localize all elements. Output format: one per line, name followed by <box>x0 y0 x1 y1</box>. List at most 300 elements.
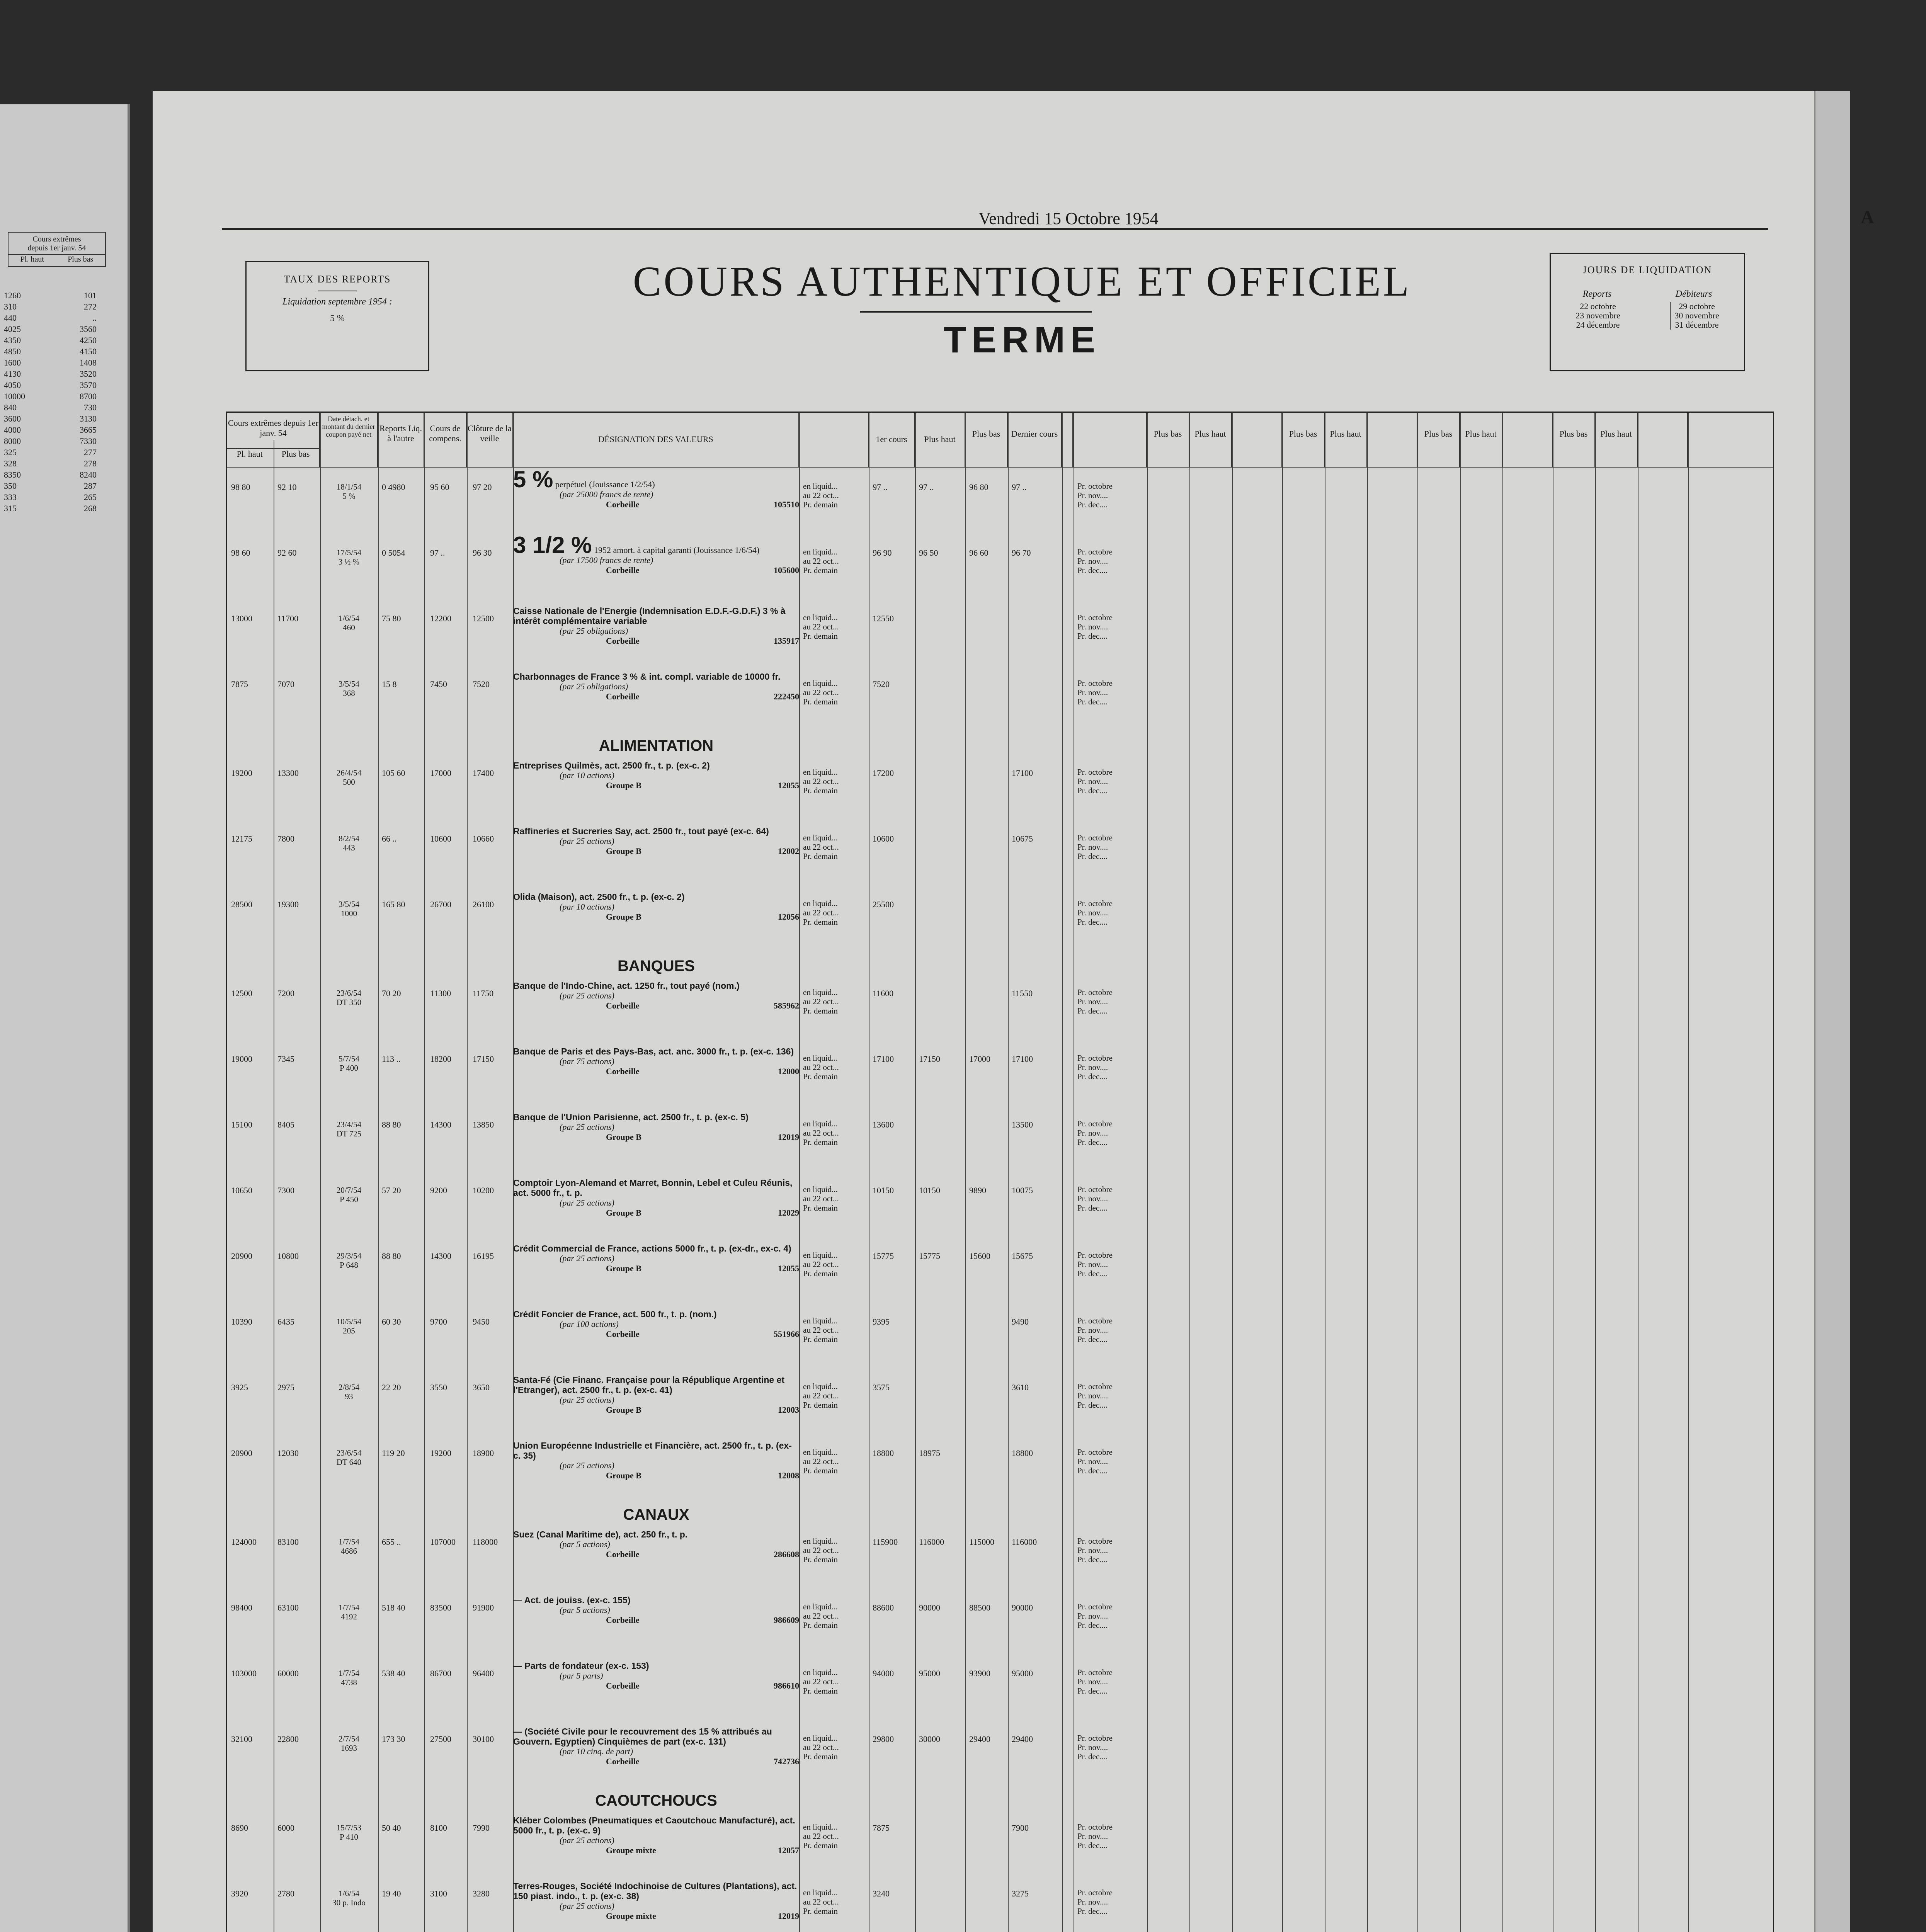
term-label: en liquid... <box>803 1536 838 1546</box>
valeur-code: 12056 <box>778 912 799 922</box>
col-low: 92 10 <box>277 482 297 492</box>
term-label: au 22 oct... <box>803 556 839 566</box>
valeur-code: 986610 <box>774 1681 799 1690</box>
col-high-day: 96 50 <box>919 548 938 558</box>
newspaper-page <box>153 91 1874 1932</box>
col-last: 17100 <box>1012 768 1033 778</box>
col-report: 88 80 <box>382 1251 401 1261</box>
col-veille: 91900 <box>473 1603 494 1612</box>
designation-text: Crédit Foncier de France, act. 500 fr., t. p. (nom.) <box>513 1309 717 1319</box>
col-high: 103000 <box>231 1668 257 1678</box>
col-veille: 97 20 <box>473 482 492 492</box>
designation <box>513 1815 799 1855</box>
term-label: Pr. dec.... <box>1077 1466 1108 1475</box>
table-row <box>227 1661 1773 1723</box>
term-labels-right <box>1077 1536 1113 1564</box>
col-compens: 3550 <box>430 1383 447 1392</box>
coupon-amount: P 410 <box>340 1832 358 1842</box>
col-coupon <box>324 1448 374 1467</box>
left-value-high: 8000 <box>4 436 21 446</box>
group-label: Groupe B <box>606 1132 641 1142</box>
col-coupon <box>324 988 374 1007</box>
designation-unit: (par 5 actions) <box>560 1605 610 1615</box>
left-value-low: 4150 <box>80 347 97 356</box>
designation <box>513 672 799 702</box>
term-labels <box>803 1250 839 1278</box>
debiteur-date: 30 novembre <box>1674 311 1719 320</box>
col-low: 7070 <box>277 679 294 689</box>
term-label: Pr. nov.... <box>1077 1260 1108 1269</box>
coupon-date: 1/7/54 <box>339 1537 359 1546</box>
left-value-low: 3665 <box>80 425 97 435</box>
page-letter: A <box>1861 207 1874 228</box>
coupon-amount: 1693 <box>341 1743 357 1753</box>
col-coupon <box>324 679 374 698</box>
valeur-code: 12055 <box>778 1264 799 1273</box>
left-page-row <box>4 435 97 447</box>
designation-text: Raffineries et Sucreries Say, act. 2500 fr., tout payé (ex-c. 64) <box>513 826 769 836</box>
designation-unit: (par 25 obligations) <box>560 626 628 636</box>
col-veille: 16195 <box>473 1251 494 1261</box>
designation-group <box>513 846 799 856</box>
term-label: en liquid... <box>803 613 838 622</box>
col-report: 518 40 <box>382 1603 405 1612</box>
coupon-date: 1/7/54 <box>339 1603 359 1612</box>
col-report: 88 80 <box>382 1120 401 1129</box>
term-label: Pr. dec.... <box>1077 1841 1108 1850</box>
col-veille: 18900 <box>473 1448 494 1458</box>
col-first: 15775 <box>873 1251 894 1261</box>
term-label: en liquid... <box>803 1250 838 1260</box>
report-date: 23 novembre <box>1576 311 1620 320</box>
col-veille: 13850 <box>473 1120 494 1129</box>
col-veille: 7520 <box>473 679 490 689</box>
term-label: Pr. nov.... <box>1077 1457 1108 1466</box>
reports-box <box>245 261 429 371</box>
term-labels <box>803 833 839 861</box>
col-coupon <box>324 1668 374 1687</box>
term-label: Pr. dec.... <box>1077 631 1108 641</box>
col-header-blank <box>1502 413 1553 467</box>
term-labels-right <box>1077 679 1113 706</box>
term-labels-right <box>1077 481 1113 509</box>
designation-unit: (par 10 cinq. de part) <box>560 1747 633 1756</box>
coupon-date: 1/6/54 <box>339 614 359 623</box>
designation-group <box>513 1681 799 1691</box>
col-first: 17200 <box>873 768 894 778</box>
col-coupon <box>324 900 374 918</box>
col-high-day: 95000 <box>919 1668 940 1678</box>
col-header-veille: Clôture de la veille <box>467 413 513 467</box>
term-label: au 22 oct... <box>803 908 839 917</box>
valeur-code: 742736 <box>774 1757 799 1766</box>
col-low: 10800 <box>277 1251 299 1261</box>
designation-group <box>513 1132 799 1142</box>
left-head-col: Plus bas <box>68 255 94 264</box>
term-label: Pr. nov.... <box>1077 1677 1108 1686</box>
term-label: au 22 oct... <box>803 1897 839 1906</box>
left-value-high: 1260 <box>4 291 21 300</box>
term-label: Pr. octobre <box>1077 1668 1113 1677</box>
left-head-col: Pl. haut <box>20 255 44 264</box>
col-low-day: 115000 <box>969 1537 995 1547</box>
term-label: Pr. demain <box>803 1466 838 1475</box>
term-label: Pr. dec.... <box>1077 566 1108 575</box>
term-labels <box>803 988 839 1015</box>
col-high: 28500 <box>231 900 252 909</box>
coupon-amount: 4192 <box>341 1612 357 1621</box>
left-page-row <box>4 480 97 492</box>
col-last: 11550 <box>1012 988 1033 998</box>
term-label: en liquid... <box>803 833 838 842</box>
designation-unit: (par 25000 francs de rente) <box>560 490 653 499</box>
left-value-low: 277 <box>84 447 97 457</box>
term-label: Pr. demain <box>803 697 838 706</box>
term-label: Pr. nov.... <box>1077 556 1108 566</box>
left-value-high: 8350 <box>4 470 21 480</box>
valeur-code: 12055 <box>778 781 799 790</box>
term-labels-right <box>1077 1733 1113 1761</box>
col-low: 7200 <box>277 988 294 998</box>
coupon-date: 2/7/54 <box>339 1734 359 1743</box>
page-title: COURS AUTHENTIQUE ET OFFICIEL <box>633 258 1412 305</box>
term-labels <box>803 1668 839 1696</box>
coupon-date: 3/5/54 <box>339 679 359 689</box>
term-label: Pr. octobre <box>1077 833 1113 842</box>
term-label: en liquid... <box>803 481 838 491</box>
top-rule <box>222 228 1768 230</box>
designation-text: Kléber Colombes (Pneumatiques et Caoutchouc Manufacturé), act. 5000 fr., t. p. (ex-c. 9) <box>513 1815 795 1835</box>
designation-text: Santa-Fé (Cie Financ. Française pour la République Argentine et l'Etranger), act. 2500 fr., t. p. (ex-c. 41) <box>513 1375 785 1395</box>
left-value-high: 325 <box>4 447 17 457</box>
left-value-low: 278 <box>84 459 97 468</box>
col-high: 13000 <box>231 614 252 623</box>
term-labels <box>803 1536 839 1564</box>
col-first: 18800 <box>873 1448 894 1458</box>
col-report: 60 30 <box>382 1317 401 1327</box>
term-label: au 22 oct... <box>803 1611 839 1621</box>
term-labels-right <box>1077 1053 1113 1081</box>
col-last: 18800 <box>1012 1448 1033 1458</box>
group-label: Corbeille <box>606 1001 640 1010</box>
col-first: 17100 <box>873 1054 894 1064</box>
col-high-day: 18975 <box>919 1448 940 1458</box>
col-report: 0 5054 <box>382 548 405 558</box>
table-row <box>227 606 1773 668</box>
col-compens: 14300 <box>430 1120 451 1129</box>
term-label: Pr. dec.... <box>1077 1906 1108 1916</box>
col-veille: 30100 <box>473 1734 494 1744</box>
left-value-high: 4350 <box>4 335 21 345</box>
valeur-code: 12019 <box>778 1132 799 1142</box>
term-labels <box>803 1822 839 1850</box>
coupon-amount: DT 725 <box>336 1129 362 1138</box>
col-low-day: 29400 <box>969 1734 990 1744</box>
group-label: Groupe mixte <box>606 1845 656 1855</box>
designation-unit: (par 10 actions) <box>560 902 614 912</box>
col-coupon <box>324 1251 374 1270</box>
valeur-code: 12002 <box>778 846 799 856</box>
col-high: 98 80 <box>231 482 250 492</box>
col-coupon <box>324 548 374 566</box>
section-heading: BANQUES <box>617 957 695 975</box>
left-page-row <box>4 323 97 335</box>
term-label: Pr. nov.... <box>1077 1063 1108 1072</box>
coupon-date: 5/7/54 <box>339 1054 359 1063</box>
term-label: en liquid... <box>803 1447 838 1457</box>
term-label: Pr. octobre <box>1077 679 1113 688</box>
left-page-row <box>4 301 97 312</box>
col-report: 15 8 <box>382 679 397 689</box>
term-label: Pr. octobre <box>1077 1733 1113 1743</box>
designation-text: Entreprises Quilmès, act. 2500 fr., t. p. (ex-c. 2) <box>513 760 710 770</box>
designation-unit: (par 100 actions) <box>560 1319 619 1329</box>
left-page-row <box>4 368 97 379</box>
term-label: Pr. nov.... <box>1077 491 1108 500</box>
term-label: au 22 oct... <box>803 1832 839 1841</box>
term-label: Pr. demain <box>803 1906 838 1916</box>
term-label: Pr. nov.... <box>1077 1194 1108 1203</box>
coupon-date: 10/5/54 <box>336 1317 362 1326</box>
valeur-code: 12029 <box>778 1208 799 1218</box>
col-last: 95000 <box>1012 1668 1033 1678</box>
designation-unit: (par 25 actions) <box>560 836 614 846</box>
col-header-low-1: Plus bas <box>1147 413 1189 467</box>
designation <box>513 826 799 856</box>
group-label: Groupe B <box>606 1264 641 1273</box>
designation-unit: (par 25 actions) <box>560 1198 614 1208</box>
left-page-row <box>4 458 97 469</box>
left-value-high: 1600 <box>4 358 21 367</box>
valeur-code: 105600 <box>774 565 799 575</box>
term-label: Pr. dec.... <box>1077 1072 1108 1081</box>
col-last: 17100 <box>1012 1054 1033 1064</box>
designation-unit: (par 25 actions) <box>560 991 614 1000</box>
col-low-day: 96 80 <box>969 482 989 492</box>
coupon-amount: DT 350 <box>336 998 362 1007</box>
term-labels-right <box>1077 1822 1113 1850</box>
coupon-date: 18/1/54 <box>336 482 362 492</box>
designation-unit: (par 25 actions) <box>560 1395 614 1405</box>
term-label: Pr. octobre <box>1077 767 1113 777</box>
group-label: Groupe B <box>606 781 641 790</box>
col-veille: 10200 <box>473 1185 494 1195</box>
designation <box>513 466 799 510</box>
term-label: en liquid... <box>803 1316 838 1325</box>
designation-text: Olida (Maison), act. 2500 fr., t. p. (ex-c. 2) <box>513 892 685 902</box>
designation-unit: (par 25 actions) <box>560 1901 614 1911</box>
term-label: au 22 oct... <box>803 777 839 786</box>
col-low: 6000 <box>277 1823 294 1833</box>
col-report: 113 .. <box>382 1054 401 1064</box>
col-first: 10150 <box>873 1185 894 1195</box>
term-label: en liquid... <box>803 767 838 777</box>
term-label: Pr. octobre <box>1077 481 1113 491</box>
col-report: 538 40 <box>382 1668 405 1678</box>
table-row <box>227 1112 1773 1174</box>
left-page-fragment <box>0 104 130 1932</box>
left-value-low: 3520 <box>80 369 97 379</box>
designation-text: Crédit Commercial de France, actions 5000 fr., t. p. (ex-dr., ex-c. 4) <box>513 1243 791 1253</box>
coupon-date: 8/2/54 <box>339 834 359 843</box>
col-header-blank <box>1367 413 1417 467</box>
term-label: au 22 oct... <box>803 688 839 697</box>
col-high: 3920 <box>231 1889 248 1898</box>
coupon-amount: DT 640 <box>336 1458 362 1467</box>
col-first: 3575 <box>873 1383 890 1392</box>
designation-text: Caisse Nationale de l'Energie (Indemnisation E.D.F.-G.D.F.) 3 % à intérêt complémentaire variable <box>513 606 786 626</box>
left-value-low: 265 <box>84 492 97 502</box>
left-value-high: 4130 <box>4 369 21 379</box>
col-first: 13600 <box>873 1120 894 1129</box>
term-label: Pr. demain <box>803 500 838 509</box>
designation <box>513 1529 799 1560</box>
col-compens: 9700 <box>430 1317 447 1327</box>
group-label: Groupe B <box>606 1208 641 1218</box>
col-header-low: Plus bas <box>965 413 1008 467</box>
table-row <box>227 1178 1773 1240</box>
col-high-day: 15775 <box>919 1251 940 1261</box>
col-first: 88600 <box>873 1603 894 1612</box>
col-report: 19 40 <box>382 1889 401 1898</box>
binding-spine <box>1814 91 1850 1932</box>
col-last: 13500 <box>1012 1120 1033 1129</box>
page-subtitle: TERME <box>944 319 1101 361</box>
left-page-row <box>4 379 97 391</box>
col-first: 3240 <box>873 1889 890 1898</box>
group-label: Corbeille <box>606 1757 640 1766</box>
term-labels-right <box>1077 1668 1113 1696</box>
col-high: 15100 <box>231 1120 252 1129</box>
term-label: au 22 oct... <box>803 997 839 1006</box>
group-label: Groupe B <box>606 1405 641 1415</box>
term-label: Pr. octobre <box>1077 1888 1113 1897</box>
designation <box>513 1046 799 1077</box>
col-coupon <box>324 768 374 787</box>
col-low: 92 60 <box>277 548 297 558</box>
col-low: 8405 <box>277 1120 294 1129</box>
group-label: Groupe mixte <box>606 1911 656 1921</box>
liquidation-box-title: JOURS DE LIQUIDATION <box>1582 264 1712 276</box>
col-high-day: 97 .. <box>919 482 934 492</box>
col-high: 20900 <box>231 1448 252 1458</box>
designation-group <box>513 1066 799 1077</box>
term-label: en liquid... <box>803 988 838 997</box>
term-label: Pr. nov.... <box>1077 1546 1108 1555</box>
left-value-low: 3560 <box>80 324 97 334</box>
term-labels-right <box>1077 1185 1113 1213</box>
col-veille: 3650 <box>473 1383 490 1392</box>
col-low: 19300 <box>277 900 299 909</box>
term-label: en liquid... <box>803 1382 838 1391</box>
col-compens: 9200 <box>430 1185 447 1195</box>
col-high: 98 60 <box>231 548 250 558</box>
col-coupon <box>324 834 374 852</box>
designation-text: Terres-Rouges, Société Indochinoise de Cultures (Plantations), act. 150 piast. indo., t. p. (ex-c. 38) <box>513 1881 797 1901</box>
col-veille: 3280 <box>473 1889 490 1898</box>
col-report: 119 20 <box>382 1448 405 1458</box>
designation <box>513 892 799 922</box>
left-page-values <box>4 290 97 514</box>
term-labels-right <box>1077 833 1113 861</box>
table-row <box>227 672 1773 733</box>
col-coupon <box>324 482 374 501</box>
col-high-day: 90000 <box>919 1603 940 1612</box>
col-first: 9395 <box>873 1317 890 1327</box>
term-label: en liquid... <box>803 1119 838 1128</box>
col-header-high-3: Plus haut <box>1460 413 1502 467</box>
coupon-amount: 5 % <box>342 492 356 501</box>
left-value-low: 1408 <box>80 358 97 367</box>
term-label: Pr. demain <box>803 852 838 861</box>
col-header-coupon: Date détach. et montant du dernier coupon payé net <box>320 413 378 467</box>
term-label: en liquid... <box>803 679 838 688</box>
left-page-row <box>4 469 97 480</box>
term-label: Pr. octobre <box>1077 613 1113 622</box>
col-report: 105 60 <box>382 768 405 778</box>
col-low: 12030 <box>277 1448 299 1458</box>
designation-group <box>513 1405 799 1415</box>
left-value-low: 3130 <box>80 414 97 423</box>
table-row <box>227 1309 1773 1371</box>
term-label: Pr. octobre <box>1077 1602 1113 1611</box>
group-label: Corbeille <box>606 500 640 509</box>
col-header-designation: DÉSIGNATION DES VALEURS <box>513 413 799 467</box>
designation <box>513 1243 799 1274</box>
col-report: 165 80 <box>382 900 405 909</box>
term-labels <box>803 1447 839 1475</box>
designation <box>513 1661 799 1691</box>
term-labels <box>803 1382 839 1410</box>
col-low-day: 88500 <box>969 1603 990 1612</box>
term-labels-right <box>1077 1888 1113 1916</box>
term-label: Pr. dec.... <box>1077 1752 1108 1761</box>
left-page-row <box>4 312 97 323</box>
term-label: en liquid... <box>803 899 838 908</box>
left-page-row <box>4 391 97 402</box>
designation-group <box>513 1757 799 1767</box>
designation <box>513 1595 799 1625</box>
designation-text: 1952 amort. à capital garanti (Jouissance 1/6/54) <box>592 545 760 555</box>
col-header-divider <box>1062 413 1074 467</box>
left-page-row <box>4 447 97 458</box>
term-labels <box>803 1053 839 1081</box>
term-labels <box>803 1888 839 1916</box>
left-page-row <box>4 503 97 514</box>
term-label: Pr. demain <box>803 1269 838 1278</box>
col-first: 96 90 <box>873 548 892 558</box>
col-last: 9490 <box>1012 1317 1029 1327</box>
designation-big: 3 1/2 % <box>513 532 592 558</box>
designation-unit: (par 5 actions) <box>560 1539 610 1549</box>
col-compens: 7450 <box>430 679 447 689</box>
term-label: au 22 oct... <box>803 842 839 852</box>
term-label: au 22 oct... <box>803 1743 839 1752</box>
term-label: Pr. dec.... <box>1077 1138 1108 1147</box>
col-coupon <box>324 1120 374 1138</box>
designation-text: Union Européenne Industrielle et Financière, act. 2500 fr., t. p. (ex-c. 35) <box>513 1440 792 1461</box>
col-high: 12175 <box>231 834 252 844</box>
col-high: 7875 <box>231 679 248 689</box>
col-veille: 118000 <box>473 1537 498 1547</box>
table-row <box>227 466 1773 536</box>
col-low: 13300 <box>277 768 299 778</box>
col-veille: 12500 <box>473 614 494 623</box>
designation-group <box>513 1615 799 1625</box>
col-low-day: 93900 <box>969 1668 990 1678</box>
designation-group <box>513 912 799 922</box>
col-compens: 11300 <box>430 988 451 998</box>
